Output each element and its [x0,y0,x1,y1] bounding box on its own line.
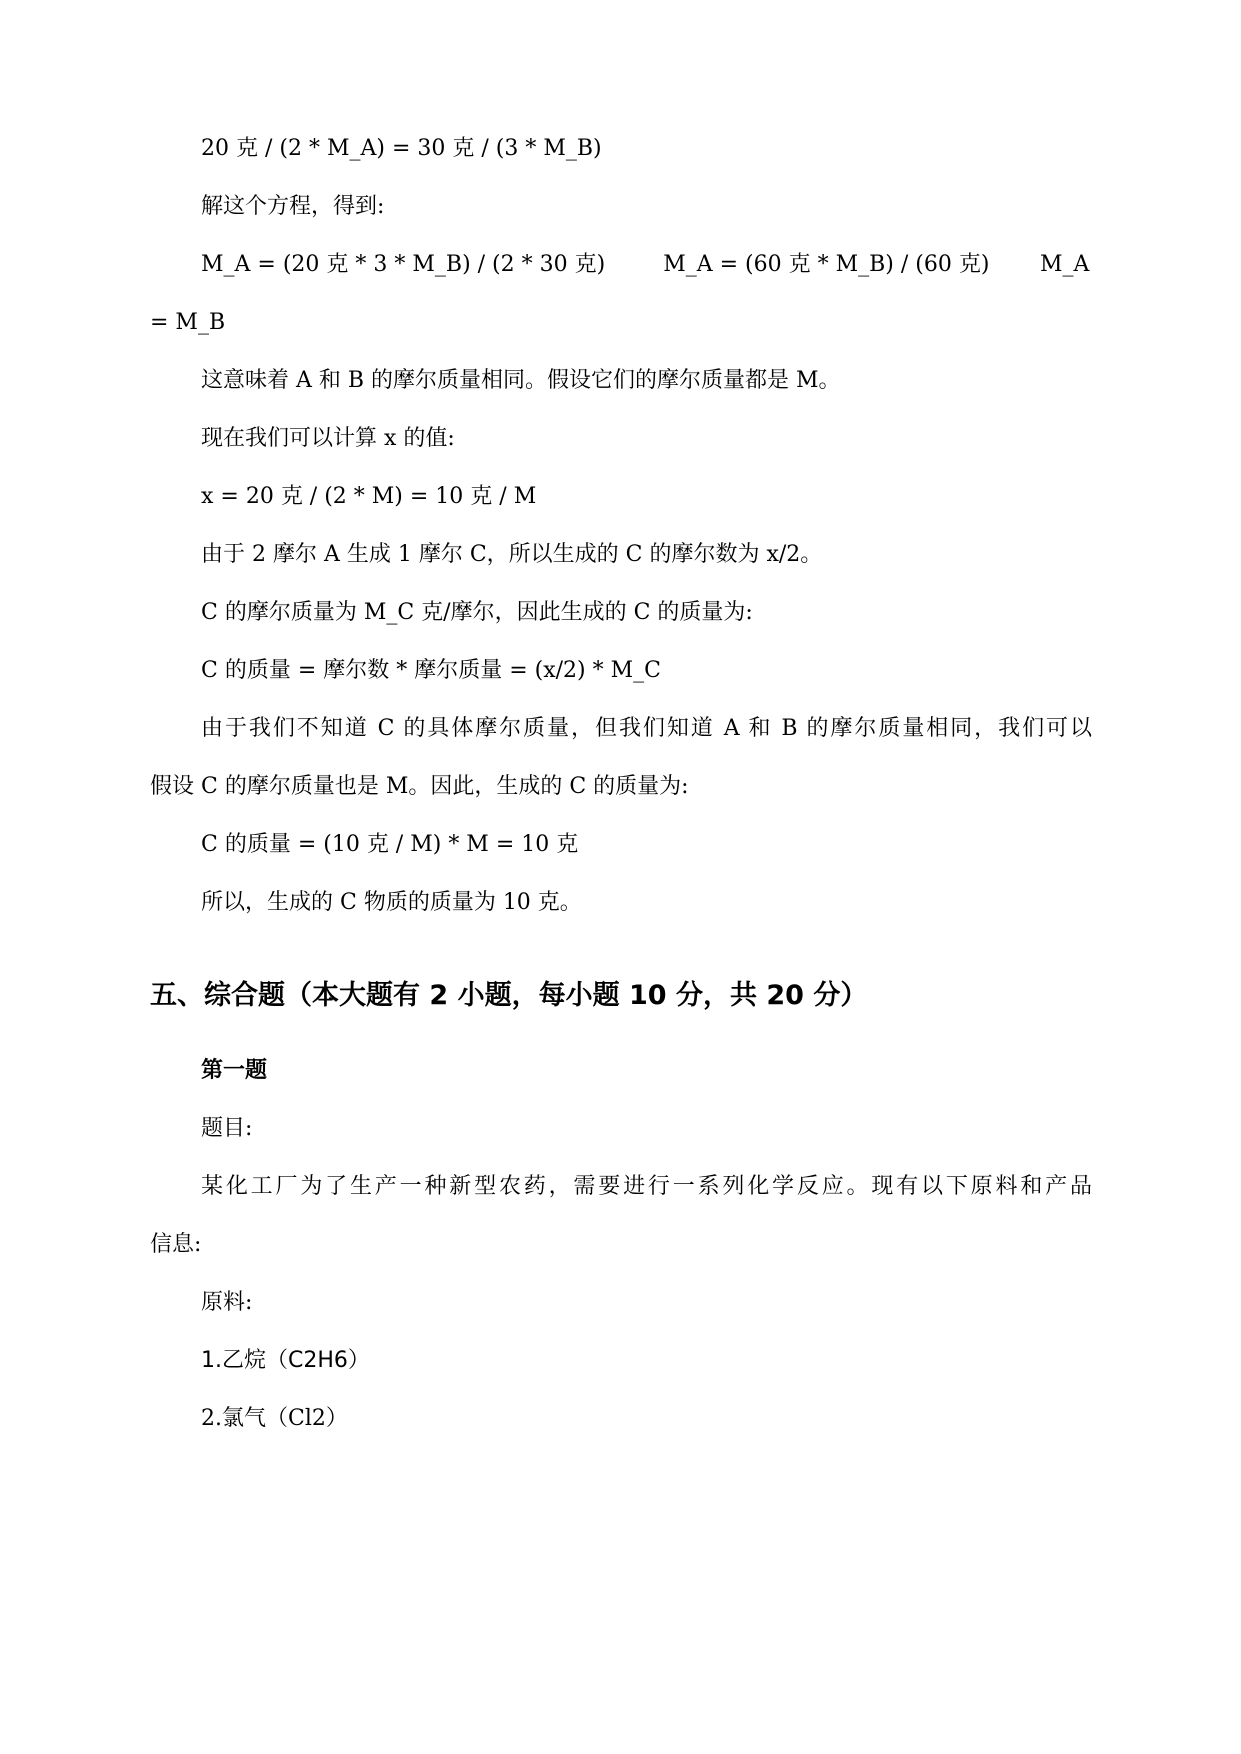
section-heading: 五、综合题（本大题有 2 小题，每小题 10 分，共 20 分） [150,980,868,1011]
text-line: 现在我们可以计算 x 的值: [201,426,455,451]
text-line: C 的摩尔质量为 M_C 克/摩尔，因此生成的 C 的质量为: [201,600,753,625]
equation-part: M_A = (20 克 * 3 * M_B) / (2 * 30 克) [201,252,606,277]
equation-line: C 的质量 = 摩尔数 * 摩尔质量 = (x/2) * M_C [201,658,661,683]
equation-part: M_A = (60 克 * M_B) / (60 克) [663,252,990,277]
equation-line [201,250,989,280]
prompt-label: 题目: [201,1116,253,1141]
text-line: 假设 C 的摩尔质量也是 M。因此，生成的 C 的质量为: [150,774,689,799]
material-item: 1.乙烷（C2H6） [201,1348,370,1373]
question-intro: 信息: [150,1232,202,1257]
equation-line: = M_B [150,310,226,335]
question-label: 第一题 [201,1058,268,1083]
text-line: 由于 2 摩尔 A 生成 1 摩尔 C，所以生成的 C 的摩尔数为 x/2。 [201,542,823,567]
text-line: 所以，生成的 C 物质的质量为 10 克。 [201,890,582,915]
material-item: 2.氯气（Cl2） [201,1406,348,1431]
text-line: 解这个方程，得到: [201,194,385,219]
text-line: 这意味着 A 和 B 的摩尔质量相同。假设它们的摩尔质量都是 M。 [201,368,841,393]
materials-label: 原料: [201,1290,253,1315]
text-line: 由于我们不知道 C 的具体摩尔质量，但我们知道 A 和 B 的摩尔质量相同，我们可以 [201,716,1092,741]
equation-line: C 的质量 = (10 克 / M) * M = 10 克 [201,832,579,857]
equation-line: x = 20 克 / (2 * M) = 10 克 / M [201,484,537,509]
question-intro: 某化工厂为了生产一种新型农药，需要进行一系列化学反应。现有以下原料和产品 [201,1174,1092,1199]
equation-part: M_A [1040,252,1090,277]
equation-line: 20 克 / (2 * M_A) = 30 克 / (3 * M_B) [201,136,602,161]
